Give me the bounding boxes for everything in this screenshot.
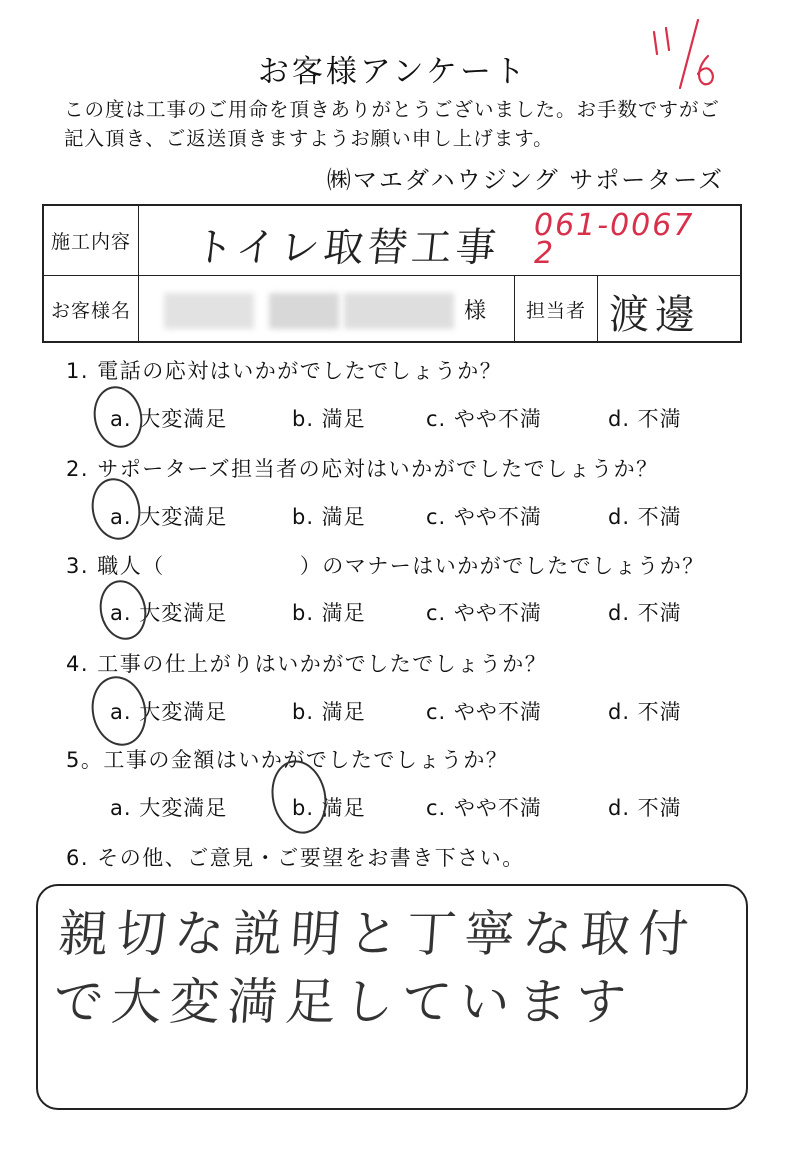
staff-value[interactable]: 渡邊 <box>609 292 701 338</box>
company-name: ㈱マエダハウジング サポーターズ <box>326 166 724 194</box>
question-1: 1. 電話の応対はいかがでしたでしょうか？ <box>66 359 503 383</box>
q2-option-d[interactable]: d. 不満 <box>608 505 682 529</box>
customer-label: お客様名 <box>44 275 139 343</box>
customer-row <box>44 275 740 343</box>
q3-option-b[interactable]: b. 満足 <box>292 601 366 625</box>
q2-selection-circle <box>86 474 146 545</box>
question-3-options <box>110 597 710 627</box>
q3-selection-circle <box>94 576 151 644</box>
q1-selection-circle <box>88 382 148 453</box>
q4-selection-circle <box>85 671 152 751</box>
work-row <box>44 206 740 276</box>
q3-option-a[interactable]: a. 大変満足 <box>110 601 228 625</box>
q5-option-c[interactable]: c. やや不満 <box>426 796 542 820</box>
info-table <box>42 204 742 343</box>
q2-option-a[interactable]: a. 大変満足 <box>110 505 228 529</box>
work-value[interactable]: トイレ取替工事 <box>191 225 503 271</box>
order-number <box>534 208 734 271</box>
intro-text: この度は工事のご用命を頂きありがとうございました。お手数ですがご記入頂き、ご返送頂きますようお願い申し上げます。 <box>64 98 721 150</box>
q1-option-a[interactable]: a. 大変満足 <box>110 407 228 431</box>
question-4: 4. 工事の仕上がりはいかがでしたでしょうか？ <box>66 652 548 676</box>
question-1-options <box>110 403 710 433</box>
comment-box[interactable] <box>36 884 748 1110</box>
question-6: 6. その他、ご意見・ご要望をお書き下さい。 <box>66 846 525 870</box>
order-number-text: 061-00672 <box>534 208 695 271</box>
question-2: 2. サポーターズ担当者の応対はいかがでしたでしょうか？ <box>66 457 659 481</box>
question-3: 3. 職人（ ）のマナーはいかがでしたでしょうか？ <box>66 554 705 578</box>
question-5: 5。工事の金額はいかがでしたでしょうか？ <box>66 748 509 772</box>
q4-option-c[interactable]: c. やや不満 <box>426 700 542 724</box>
q3-option-c[interactable]: c. やや不満 <box>426 601 542 625</box>
q5-option-a[interactable]: a. 大変満足 <box>110 796 228 820</box>
question-2-options <box>110 501 710 531</box>
q4-option-b[interactable]: b. 満足 <box>292 700 366 724</box>
question-5-options <box>110 792 710 822</box>
staff-label: 担当者 <box>514 275 598 343</box>
q3-option-d[interactable]: d. 不満 <box>608 601 682 625</box>
q1-option-d[interactable]: d. 不満 <box>608 407 682 431</box>
q1-option-c[interactable]: c. やや不満 <box>426 407 542 431</box>
sama-suffix: 様 <box>464 298 487 324</box>
question-4-options <box>110 696 710 726</box>
work-label: 施工内容 <box>44 206 139 275</box>
q5-option-b[interactable]: b. 満足 <box>292 796 366 820</box>
q2-option-c[interactable]: c. やや不満 <box>426 505 542 529</box>
comment-text: 親切な説明と丁寧な取付で大変満足しています <box>51 905 699 1031</box>
page-title: お客様アンケート <box>257 54 529 90</box>
q5-option-d[interactable]: d. 不満 <box>608 796 682 820</box>
q4-option-d[interactable]: d. 不満 <box>608 700 682 724</box>
q4-option-a[interactable]: a. 大変満足 <box>110 700 228 724</box>
q1-option-b[interactable]: b. 満足 <box>292 407 366 431</box>
q2-option-b[interactable]: b. 満足 <box>292 505 366 529</box>
